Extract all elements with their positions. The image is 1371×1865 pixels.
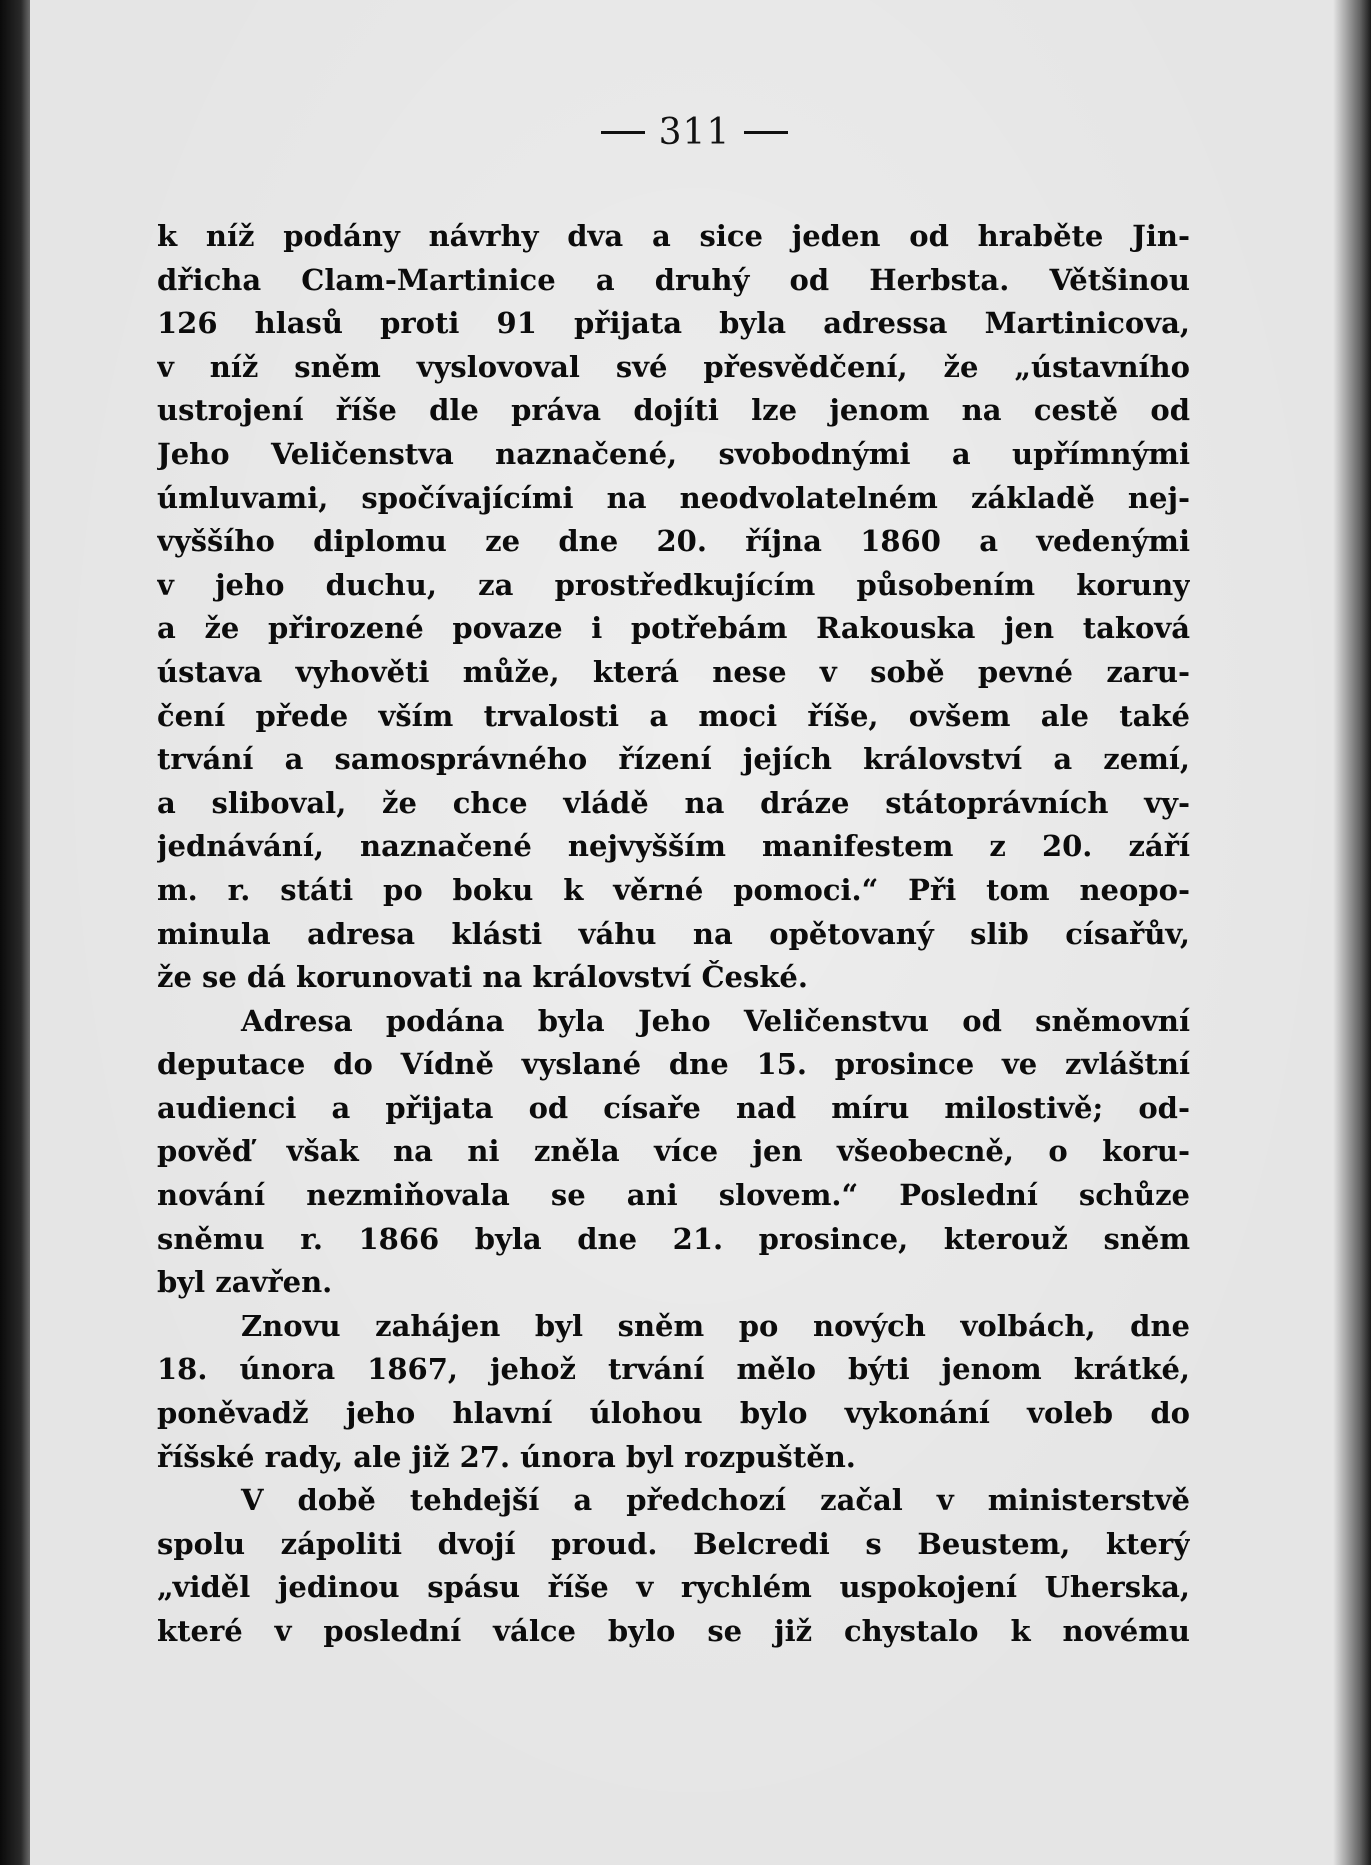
dash-left — [601, 131, 645, 134]
text-line: Adresa podána byla Jeho Veličenstvu od sněmovní — [241, 1003, 1190, 1038]
book-page — [30, 0, 1359, 1865]
text-line: 126 hlasů proti 91 přijata byla adressa Martinicova, — [157, 306, 1190, 341]
text-line: audienci a přijata od císaře nad míru milostivě; od- — [157, 1090, 1190, 1125]
text-line: čení přede vším trvalosti a moci říše, ovšem ale také — [157, 698, 1190, 733]
text-line: říšské rady, ale již 27. února byl rozpuštěn. — [157, 1439, 856, 1474]
text-line: poněvadž jeho hlavní úlohou bylo vykonání voleb do — [157, 1396, 1190, 1431]
text-line: 18. února 1867, jehož trvání mělo býti jenom krátké, — [157, 1352, 1190, 1387]
text-line: v jeho duchu, za prostředkujícím působením koruny — [157, 567, 1190, 602]
text-line: ustrojení říše dle práva dojíti lze jenom na cestě od — [157, 393, 1190, 428]
text-line: pověď však na ni zněla více jen všeobecně, o koru- — [157, 1134, 1190, 1169]
text-line: a sliboval, že chce vládě na dráze státoprávních vy- — [157, 785, 1190, 820]
text-line: sněmu r. 1866 byla dne 21. prosince, kterouž sněm — [157, 1221, 1190, 1256]
text-line: byl zavřen. — [157, 1265, 333, 1300]
text-line: Jeho Veličenstva naznačené, svobodnými a upřímnými — [157, 436, 1190, 471]
text-line: minula adresa klásti váhu na opětovaný slib císařův, — [157, 916, 1190, 951]
scan-right-edge — [1359, 0, 1371, 1865]
text-line: dřicha Clam-Martinice a druhý od Herbsta. Většinou — [157, 262, 1190, 297]
text-line: „viděl jedinou spásu říše v rychlém uspokojení Uherska, — [157, 1570, 1190, 1605]
text-line: m. r. státi po boku k věrné pomoci.“ Při tom neopo- — [157, 872, 1190, 907]
text-line: úmluvami, spočívajícími na neodvolatelném základě nej- — [157, 480, 1190, 515]
text-line: deputace do Vídně vyslané dne 15. prosince ve zvláštní — [157, 1047, 1190, 1082]
text-line: jednávání, naznačené nejvyšším manifestem z 20. září — [157, 829, 1190, 864]
page-number-header — [30, 112, 1359, 153]
text-line: spolu zápoliti dvojí proud. Belcredi s Beustem, který — [157, 1526, 1190, 1561]
text-line: že se dá korunovati na království České. — [157, 960, 808, 995]
text-line: Znovu zahájen byl sněm po nových volbách, dne — [241, 1308, 1190, 1343]
text-line: vyššího diplomu ze dne 20. října 1860 a vedenými — [157, 524, 1190, 559]
page-shadow-edge — [1333, 0, 1359, 1865]
text-line: nování nezmiňovala se ani slovem.“ Poslední schůze — [157, 1178, 1190, 1213]
text-line: k níž podány návrhy dva a sice jeden od hraběte Jin- — [157, 219, 1190, 253]
scan-left-edge — [0, 0, 30, 1865]
body-text — [157, 215, 1190, 1654]
page-number: 311 — [658, 112, 731, 153]
text-line: které v poslední válce bylo se již chystalo k novému — [157, 1614, 1190, 1648]
text-line: v níž sněm vyslovoval své přesvědčení, že „ústavního — [157, 349, 1190, 384]
text-line: ústava vyhověti může, která nese v sobě pevné zaru- — [157, 654, 1190, 689]
dash-right — [744, 131, 788, 134]
text-line: a že přirozené povaze i potřebám Rakouska jen taková — [157, 611, 1190, 646]
text-line: trvání a samosprávného řízení jejích království a zemí, — [157, 742, 1190, 777]
text-line: V době tehdejší a předchozí začal v ministerstvě — [241, 1483, 1190, 1518]
